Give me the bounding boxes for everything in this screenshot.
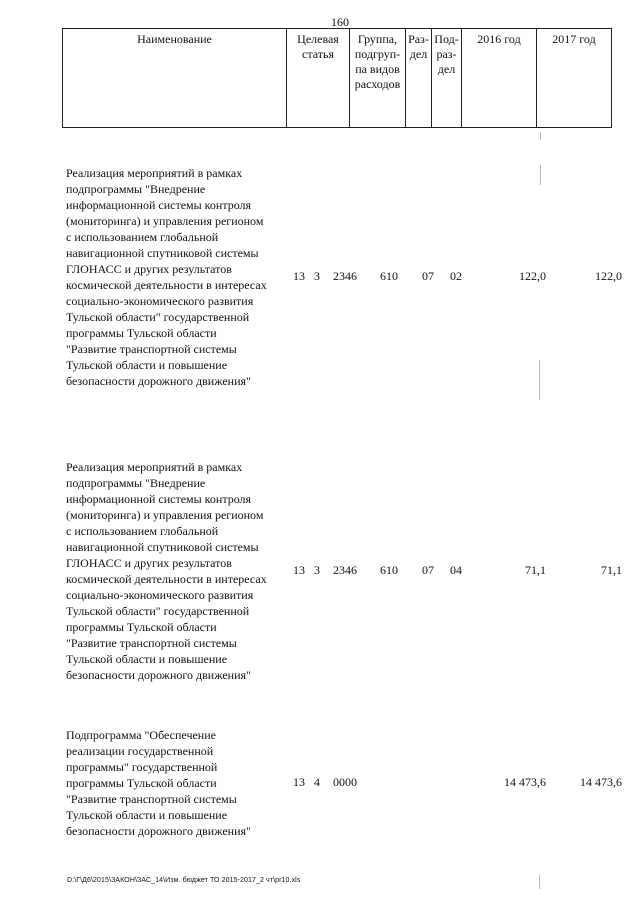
row-value-2016: 122,0: [519, 269, 546, 283]
row-code-direction: 2346: [333, 269, 357, 283]
header-group: Группа, подгруп- па видов расходов: [350, 29, 406, 128]
row-subsection: 02: [450, 269, 462, 283]
row-code-direction: 2346: [333, 563, 357, 577]
row-code-program: 13: [293, 563, 305, 577]
header-name: Наименование: [63, 29, 287, 128]
header-year-2017: 2017 год: [537, 29, 612, 128]
row-value-2016: 71,1: [525, 563, 546, 577]
row-code-program: 13: [293, 269, 305, 283]
row-section: 07: [422, 563, 434, 577]
file-path-footer: D:\Г\Д6\2015\ЗАКОН\ЗАС_14\Изм. бюджет ТО 2015-2017_2 чт\pr10.xls: [67, 877, 301, 884]
row-name: Реализация мероприятий в рамках подпрограммы "Внедрение информационной системы контроля (мониторинга) и управления регионом с использованием глобальной навигационной спутниковой системы ГЛОНАСС и других результатов космической деятельности в интересах социально-экономического развития Тульской области" государственной программы Тульской области "Развитие транспортной системы Тульской области и повышение безопасности дорожного движения": [66, 460, 267, 682]
row-section: 07: [422, 269, 434, 283]
header-subsection: Под- раз- дел: [432, 29, 462, 128]
table-header: [62, 28, 612, 128]
row-group: 610: [380, 563, 398, 577]
row-code-program: 13: [293, 775, 305, 789]
header-year-2016: 2016 год: [462, 29, 537, 128]
row-group: 610: [380, 269, 398, 283]
header-target-article: Целевая статья: [287, 29, 350, 128]
row-code-subprogram: 3: [314, 269, 320, 283]
row-name: Реализация мероприятий в рамках подпрограммы "Внедрение информационной системы контроля (мониторинга) и управления регионом с использованием глобальной навигационной спутниковой системы ГЛОНАСС и других результатов космической деятельности в интересах социально-экономического развития Тульской области" государственной программы Тульской области "Развитие транспортной системы Тульской области и повышение безопасности дорожного движения": [66, 166, 267, 388]
row-value-2017: 122,0: [595, 269, 622, 283]
page-number: 160: [331, 15, 349, 29]
row-code-subprogram: 4: [314, 775, 320, 789]
row-code-direction: 0000: [333, 775, 357, 789]
header-section: Раз- дел: [406, 29, 432, 128]
scan-speck: [540, 165, 541, 185]
row-subsection: 04: [450, 563, 462, 577]
row-value-2016: 14 473,6: [504, 775, 546, 789]
row-code-subprogram: 3: [314, 563, 320, 577]
row-value-2017: 71,1: [601, 563, 622, 577]
row-name: Подпрограмма "Обеспечение реализации государственной программы" государственной программы Тульской области "Развитие транспортной системы Тульской области и повышение безопасности дорожного движения": [66, 728, 251, 838]
row-value-2017: 14 473,6: [580, 775, 622, 789]
scan-speck: [539, 875, 540, 889]
scan-speck: [540, 132, 541, 140]
scan-speck: [539, 360, 540, 400]
